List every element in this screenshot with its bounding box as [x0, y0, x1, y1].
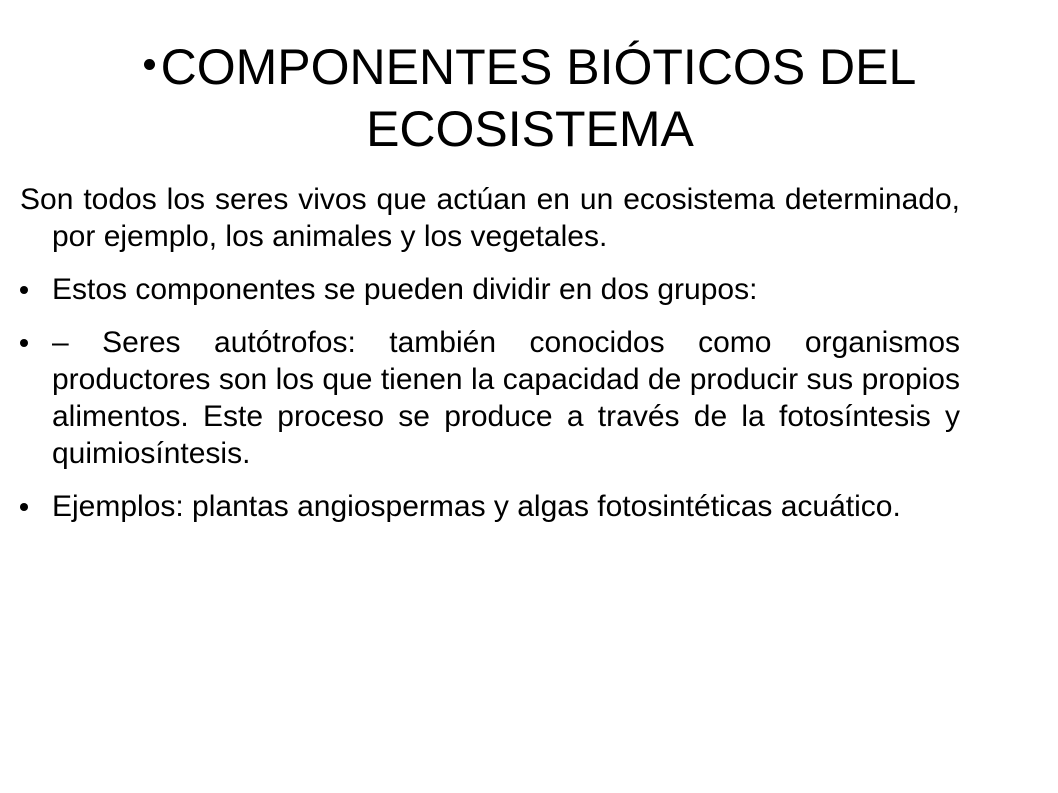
bullet-text: Estos componentes se pueden dividir en dos grupos:	[52, 273, 758, 306]
slide-title	[60, 36, 1000, 160]
bullet-icon	[20, 503, 28, 511]
bullet-item-autotrofos	[20, 324, 960, 472]
slide-title-text: COMPONENTES BIÓTICOS DEL ECOSISTEMA	[160, 39, 917, 157]
bullet-item-groups	[20, 271, 960, 308]
bullet-text: Ejemplos: plantas angiospermas y algas fotosintéticas acuático.	[52, 490, 901, 523]
intro-paragraph: Son todos los seres vivos que actúan en un ecosistema determinado, por ejemplo, los animales y los vegetales.	[20, 183, 960, 253]
bullet-icon	[20, 339, 28, 347]
bullet-text: – Seres autótrofos: también conocidos como organismos productores son los que tienen la capacidad de producir sus propios alimentos. Este proceso se produce a través de la fotosíntesis y quimiosíntesis.	[52, 326, 960, 470]
bullet-item-ejemplos	[20, 488, 960, 525]
slide-body	[20, 181, 960, 541]
title-bullet-icon	[144, 59, 155, 70]
bullet-icon	[20, 286, 28, 294]
